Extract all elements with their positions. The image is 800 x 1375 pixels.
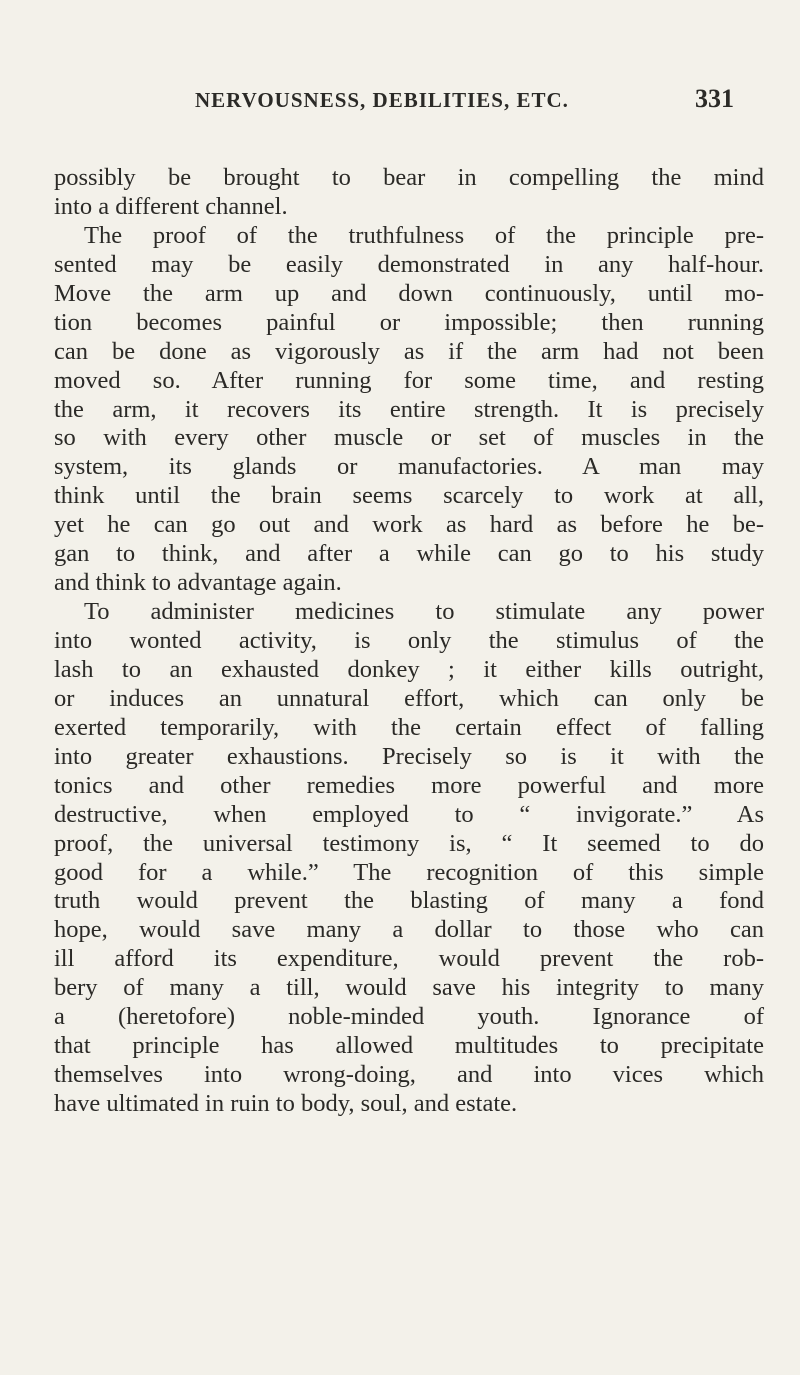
text-line: into greater exhaustions. Precisely so is it with the: [54, 742, 764, 770]
text-line: bery of many a till, would save his integrity to many: [54, 974, 764, 1002]
text-line: a (heretofore) noble-minded youth. Ignorance of: [54, 1003, 764, 1031]
text-line: tonics and other remedies more powerful and more: [54, 771, 764, 799]
text-line: moved so. After running for some time, and resting: [54, 366, 764, 394]
text-line: lash to an exhausted donkey ; it either kills outright,: [54, 655, 764, 683]
text-line: hope, would save many a dollar to those who can: [54, 916, 764, 944]
text-line: system, its glands or manufactories. A man may: [54, 453, 764, 481]
text-line: can be done as vigorously as if the arm had not been: [54, 337, 764, 365]
text-line: yet he can go out and work as hard as before he be-: [54, 511, 764, 539]
text-line: exerted temporarily, with the certain effect of falling: [54, 713, 764, 741]
text-line: gan to think, and after a while can go to his study: [54, 540, 764, 568]
text-line: or induces an unnatural effort, which can only be: [54, 684, 764, 712]
text-line: think until the brain seems scarcely to work at all,: [54, 482, 764, 510]
text-line: so with every other muscle or set of muscles in the: [54, 424, 764, 452]
text-line: themselves into wrong-doing, and into vices which: [54, 1061, 764, 1089]
text-line: tion becomes painful or impossible; then running: [54, 308, 764, 336]
text-line: sented may be easily demonstrated in any half-hour.: [54, 250, 764, 278]
text-line: that principle has allowed multitudes to precipitate: [54, 1032, 764, 1060]
text-line: the arm, it recovers its entire strength. It is precisely: [54, 395, 764, 423]
paragraph-start-line: The proof of the truthfulness of the principle pre-: [84, 221, 764, 249]
text-line: into wonted activity, is only the stimulus of the: [54, 627, 764, 654]
text-line: Move the arm up and down continuously, until mo-: [54, 279, 764, 307]
text-line: good for a while.” The recognition of this simple: [54, 858, 764, 886]
text-line: proof, the universal testimony is, “ It seemed to do: [54, 829, 764, 857]
text-line: and think to advantage again.: [54, 569, 342, 597]
text-line: into a different channel.: [54, 192, 288, 220]
page-number: 331: [695, 84, 734, 113]
text-line: truth would prevent the blasting of many a fond: [54, 887, 764, 915]
text-line: destructive, when employed to “ invigorate.” As: [54, 800, 764, 828]
text-line: ill afford its expenditure, would prevent the rob-: [54, 945, 764, 973]
text-line: have ultimated in ruin to body, soul, and estate.: [54, 1090, 518, 1117]
running-header-title: NERVOUSNESS, DEBILITIES, ETC.: [195, 88, 569, 112]
paragraph-start-line: To administer medicines to stimulate any power: [84, 598, 764, 626]
body-text: [54, 164, 764, 1119]
text-line: possibly be brought to bear in compelling the mind: [54, 164, 764, 191]
